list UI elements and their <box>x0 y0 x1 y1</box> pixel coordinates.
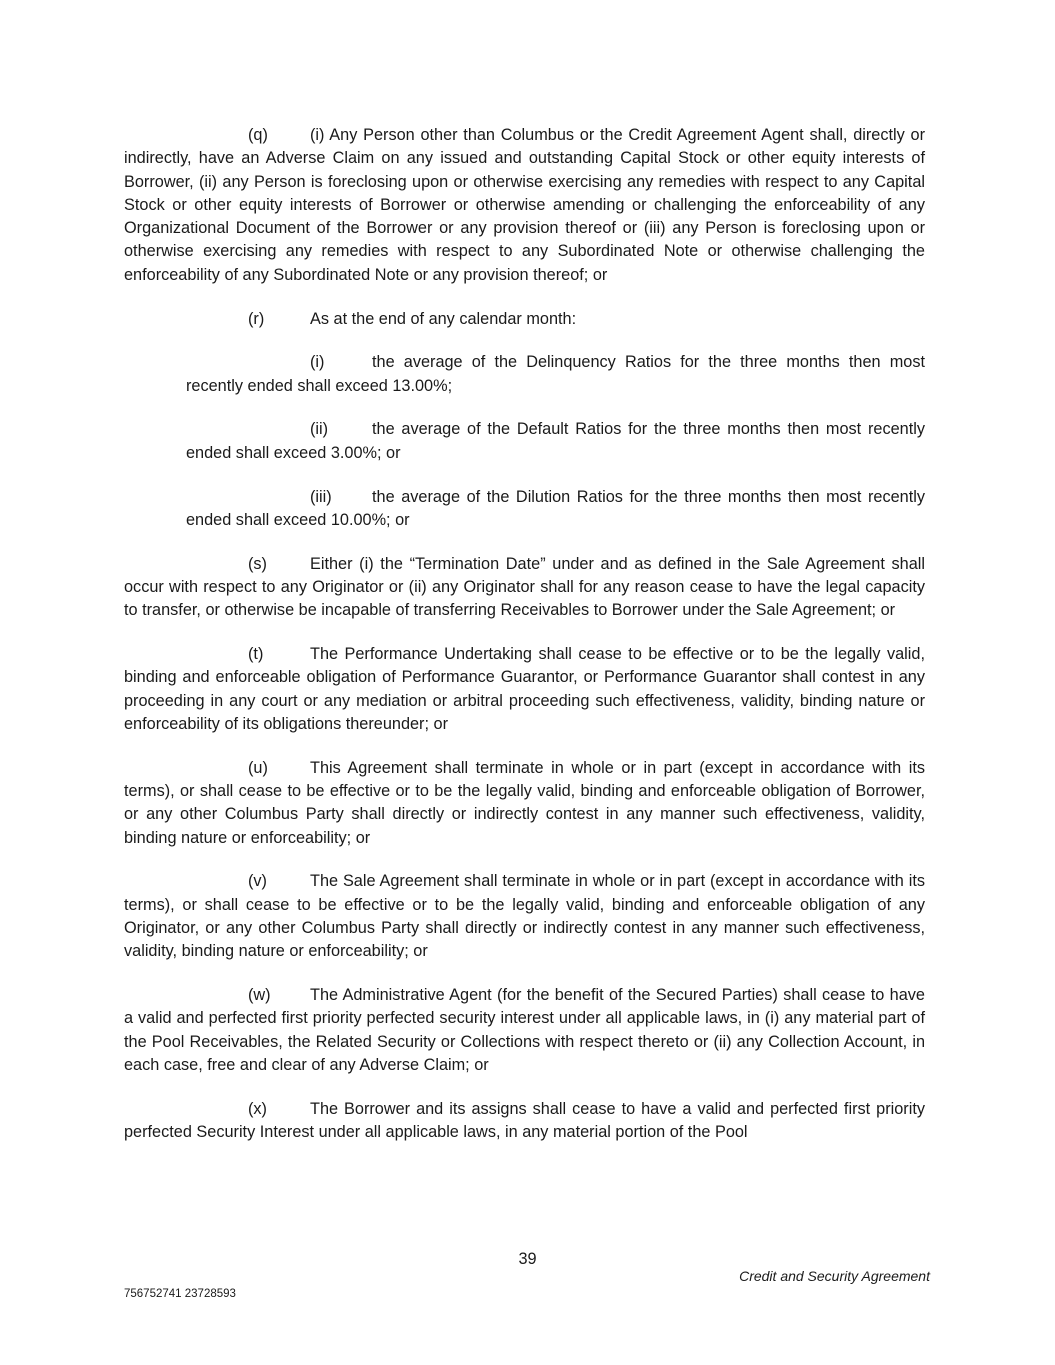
clause-text: The Performance Undertaking shall cease to be effective or to be the legally valid, binding and enforceable obligation of Performance Guarantor, or Performance Guarantor shall contest in any proceeding in any court or any mediation or arbitral proceeding such effectiveness, validity, binding nature or enforceability of its obligations thereunder; or <box>124 645 925 733</box>
clause-text: As at the end of any calendar month: <box>310 309 577 328</box>
clause-label: (x) <box>248 1099 267 1118</box>
subclause-label: (ii) <box>310 420 329 439</box>
clause-label: (u) <box>248 758 268 777</box>
subclause-label: (i) <box>310 353 325 372</box>
clause-q <box>124 124 925 287</box>
clause-text: (i) Any Person other than Columbus or the Credit Agreement Agent shall, directly or indirectly, have an Adverse Claim on any issued and outstanding Capital Stock or other equity interests of Borrower, (ii) any Person is foreclosing upon or otherwise exercising any remedies with respect to any Capital Stock or other equity interests of Borrower or otherwise amending or challenging the enforceability of any Organizational Document of the Borrower or any provision thereof or (iii) any Person is foreclosing upon or otherwise exercising any remedies with respect to any Subordinated Note or otherwise challenging the enforceability of any Subordinated Note or any provision thereof; or <box>124 126 925 284</box>
clause-w <box>124 984 925 1077</box>
subclause-text: the average of the Default Ratios for the three months then most recently ended shall exceed 3.00%; or <box>186 420 925 462</box>
clause-text: The Borrower and its assigns shall cease to have a valid and perfected first priority perfected Security Interest under all applicable laws, in any material portion of the Pool <box>124 1099 925 1142</box>
clause-v <box>124 870 925 963</box>
clause-x <box>124 1098 925 1145</box>
subclause-label: (iii) <box>310 487 332 506</box>
clause-r-ii <box>186 418 925 465</box>
clause-u <box>124 757 925 850</box>
clause-text: The Sale Agreement shall terminate in whole or in part (except in accordance with its terms), or shall cease to be effective or to be the legally valid, binding and enforceable obligation of any Originator, or any other Columbus Party shall directly or indirectly contest in any manner such effectiveness, validity, binding nature or enforceability; or <box>124 872 925 961</box>
clause-r-i <box>186 351 925 398</box>
clause-r <box>124 308 925 331</box>
clause-r-iii <box>186 486 925 533</box>
clause-text: Either (i) the “Termination Date” under and as defined in the Sale Agreement shall occur with respect to any Originator or (ii) any Originator shall for any reason cease to have the legal capacity to transfer, or otherwise be incapable of transferring Receivables to Borrower under the Sale Agreement; or <box>124 554 925 620</box>
clause-label: (v) <box>248 872 267 891</box>
subclause-text: the average of the Dilution Ratios for the three months then most recently ended shall exceed 10.00%; or <box>186 487 925 529</box>
clause-label: (q) <box>248 126 268 144</box>
clause-label: (s) <box>248 554 267 573</box>
document-id: 756752741 23728593 <box>124 1288 236 1300</box>
clause-t <box>124 643 925 736</box>
clause-s <box>124 553 925 623</box>
subclause-text: the average of the Delinquency Ratios for the three months then most recently ended shall exceed 13.00%; <box>186 353 925 395</box>
clause-label: (w) <box>248 986 271 1005</box>
clause-text: The Administrative Agent (for the benefit of the Secured Parties) shall cease to have a valid and perfected first priority perfected security interest under all applicable laws, in (i) any material part of the Pool Receivables, the Related Security or Collections with respect thereto or (ii) any Collection Account, in each case, free and clear of any Adverse Claim; or <box>124 986 925 1074</box>
document-body <box>124 124 925 1165</box>
clause-text: This Agreement shall terminate in whole or in part (except in accordance with its terms), or shall cease to be effective or to be the legally valid, binding and enforceable obligation of Borrower, or any other Columbus Party shall directly or indirectly contest in any manner such effectiveness, validity, binding nature or enforceability; or <box>124 758 925 847</box>
footer-document-title: Credit and Security Agreement <box>739 1268 930 1284</box>
clause-label: (r) <box>248 309 265 328</box>
page-number: 39 <box>518 1250 537 1268</box>
clause-label: (t) <box>248 645 264 664</box>
